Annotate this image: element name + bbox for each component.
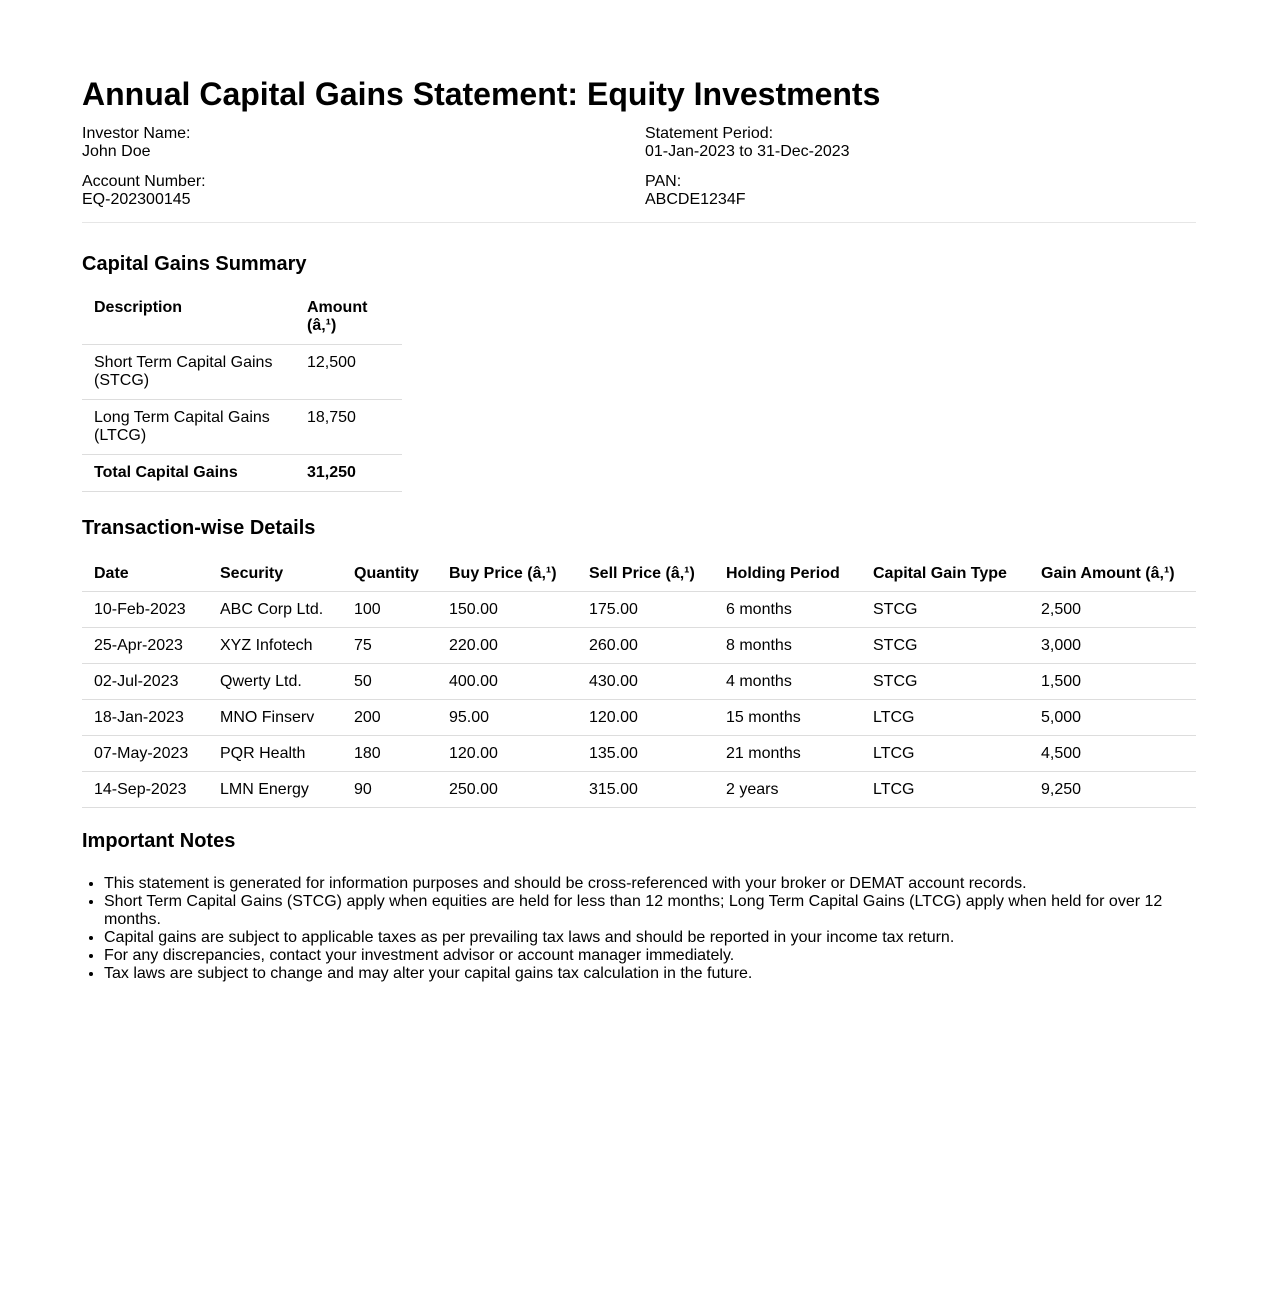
note-item: • For any discrepancies, contact your investment advisor or account manager immediately. [104,947,1196,965]
transactions-column-header: Buy Price (â‚¹) [449,564,557,582]
tx-buy-price: 250.00 [437,772,577,808]
transaction-row [82,700,1196,736]
statement-period-label: Statement Period: [645,125,774,142]
summary-row [82,345,402,400]
account-number-label: Account Number: [82,173,206,190]
summary-col-amount-line1: Amount [307,299,368,316]
summary-description: Short Term Capital Gains (STCG) [82,345,295,400]
tx-gain-type: LTCG [861,772,1029,808]
tx-security: XYZ Infotech [208,628,342,664]
tx-buy-price: 220.00 [437,628,577,664]
tx-security: LMN Energy [208,772,342,808]
tx-date: 10-Feb-2023 [82,592,208,628]
tx-holding-period: 21 months [714,736,861,772]
tx-sell-price: 260.00 [577,628,714,664]
tx-holding-period: 2 years [714,772,861,808]
transaction-row [82,664,1196,700]
transactions-column-header: Sell Price (â‚¹) [589,564,695,582]
tx-sell-price: 175.00 [577,592,714,628]
tx-date: 02-Jul-2023 [82,664,208,700]
tx-security: MNO Finserv [208,700,342,736]
tx-gain-type: STCG [861,628,1029,664]
summary-total-row [82,455,402,492]
account-number-block [82,173,206,209]
tx-gain-type: STCG [861,592,1029,628]
transactions-table [82,556,1196,808]
tx-quantity: 75 [342,628,437,664]
summary-description: Long Term Capital Gains (LTCG) [82,400,295,455]
tx-date: 07-May-2023 [82,736,208,772]
transaction-row [82,772,1196,808]
tx-sell-price: 135.00 [577,736,714,772]
tx-quantity: 200 [342,700,437,736]
note-item: • This statement is generated for information purposes and should be cross-referenced with your broker or DEMAT account records. [104,875,1196,893]
transactions-column-header: Security [220,564,284,582]
tx-gain-amount: 3,000 [1029,628,1196,664]
tx-gain-type: LTCG [861,700,1029,736]
tx-holding-period: 15 months [714,700,861,736]
tx-security: PQR Health [208,736,342,772]
note-item: • Short Term Capital Gains (STCG) apply when equities are held for less than 12 months; Long Term Capital Gains (LTCG) apply when held for over 12 months. [104,893,1196,929]
tx-gain-amount: 1,500 [1029,664,1196,700]
tx-buy-price: 120.00 [437,736,577,772]
summary-col-amount-line2: (â‚¹) [307,317,337,334]
transactions-heading: Transaction-wise Details [82,517,316,539]
tx-quantity: 180 [342,736,437,772]
tx-date: 18-Jan-2023 [82,700,208,736]
tx-sell-price: 315.00 [577,772,714,808]
investor-name-label: Investor Name: [82,125,191,142]
tx-holding-period: 8 months [714,628,861,664]
tx-gain-type: STCG [861,664,1029,700]
pan-block [645,173,746,209]
investor-name-block [82,125,190,161]
summary-col-amount [295,290,402,345]
pan-value: ABCDE1234F [645,191,746,208]
transaction-row [82,592,1196,628]
tx-date: 14-Sep-2023 [82,772,208,808]
summary-total-amount: 31,250 [295,455,402,492]
tx-quantity: 100 [342,592,437,628]
note-item: • Capital gains are subject to applicable taxes as per prevailing tax laws and should be reported in your income tax return. [104,929,1196,947]
tx-buy-price: 150.00 [437,592,577,628]
tx-quantity: 90 [342,772,437,808]
tx-buy-price: 400.00 [437,664,577,700]
tx-sell-price: 430.00 [577,664,714,700]
statement-period-value: 01-Jan-2023 to 31-Dec-2023 [645,143,850,160]
tx-quantity: 50 [342,664,437,700]
tx-gain-amount: 5,000 [1029,700,1196,736]
investor-name-value: John Doe [82,143,151,160]
transactions-column-header: Holding Period [726,564,840,582]
summary-amount: 18,750 [295,400,402,455]
statement-period-block [645,125,850,161]
notes-heading: Important Notes [82,830,236,852]
transactions-header-row [82,556,1196,592]
account-number-value: EQ-202300145 [82,191,191,208]
tx-security: ABC Corp Ltd. [208,592,342,628]
summary-heading: Capital Gains Summary [82,253,307,275]
tx-gain-amount: 9,250 [1029,772,1196,808]
transactions-column-header: Quantity [354,564,419,582]
tx-holding-period: 4 months [714,664,861,700]
notes-list [82,875,1196,983]
summary-table [82,290,402,492]
summary-row [82,400,402,455]
tx-buy-price: 95.00 [437,700,577,736]
page-title: Annual Capital Gains Statement: Equity Investments [82,76,881,112]
tx-gain-amount: 2,500 [1029,592,1196,628]
summary-col-description: Description [94,299,183,316]
tx-holding-period: 6 months [714,592,861,628]
summary-amount: 12,500 [295,345,402,400]
transaction-row [82,628,1196,664]
tx-gain-amount: 4,500 [1029,736,1196,772]
tx-security: Qwerty Ltd. [208,664,342,700]
summary-total-label: Total Capital Gains [82,455,295,492]
transactions-column-header: Gain Amount (â‚¹) [1041,564,1175,582]
tx-gain-type: LTCG [861,736,1029,772]
transactions-column-header: Date [94,564,129,582]
note-item: • Tax laws are subject to change and may alter your capital gains tax calculation in the future. [104,965,1196,983]
transactions-column-header: Capital Gain Type [873,564,1007,582]
tx-sell-price: 120.00 [577,700,714,736]
summary-header-row [82,290,402,345]
pan-label: PAN: [645,173,682,190]
tx-date: 25-Apr-2023 [82,628,208,664]
transaction-row [82,736,1196,772]
header-divider [82,222,1196,223]
